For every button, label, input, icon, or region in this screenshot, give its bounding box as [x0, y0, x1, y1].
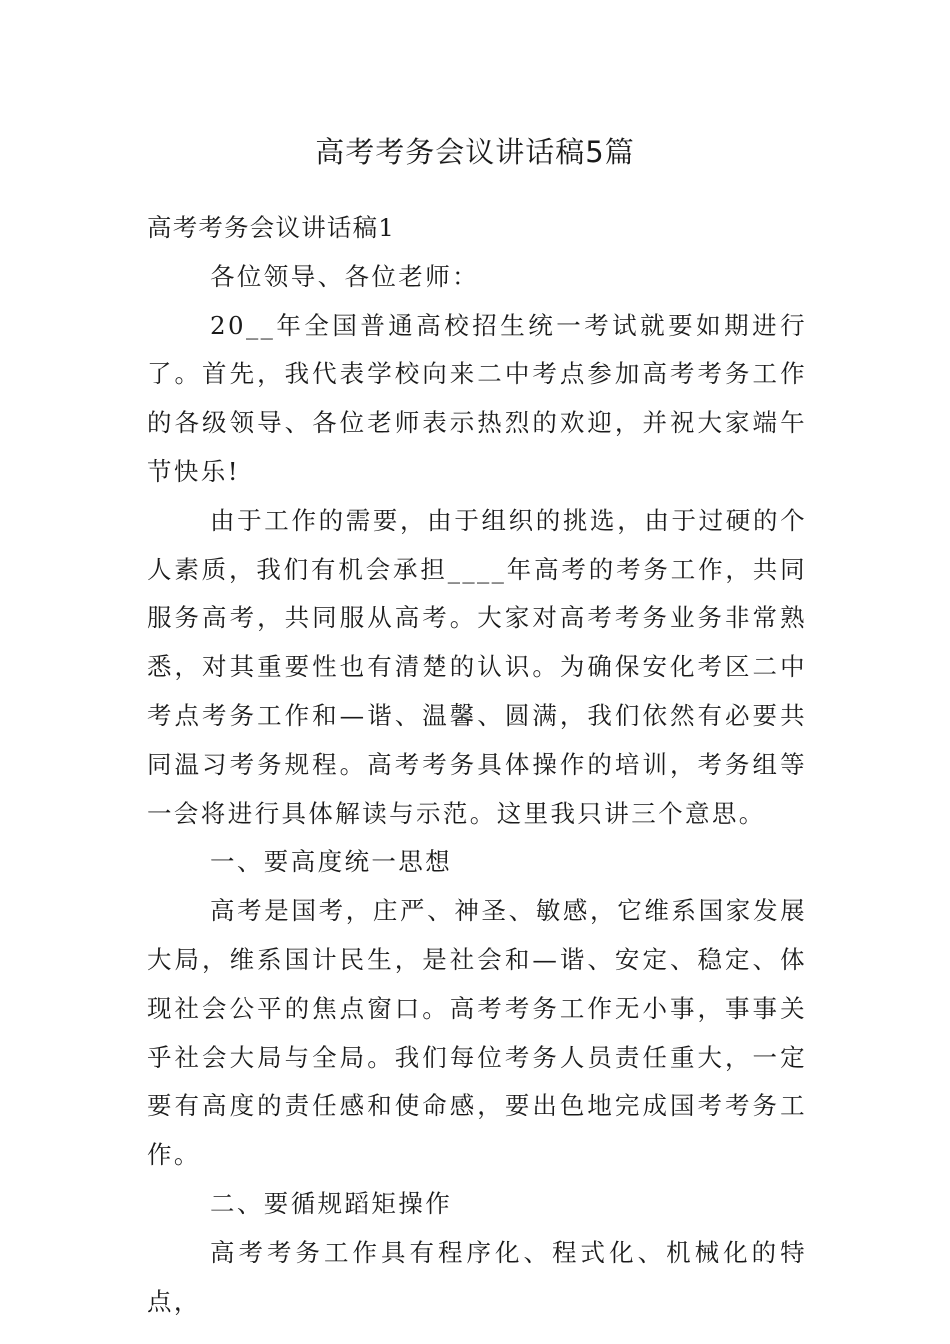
- section-heading: 一、要高度统一思想: [210, 847, 453, 877]
- body-paragraph: 由于工作的需要，由于组织的挑选，由于过硬的个人素质，我们有机会承担____年高考的考务工作，共同服务高考，共同服从高考。大家对高考考务业务非常熟悉，对其重要性也有清楚的认识。为确保安化考区二中考点考务工作和—谐、温馨、圆满，我们依然有必要共同温习考务规程。高考考务具体操作的培训，考务组等一会将进行具体解读与示范。这里我只讲三个意思。: [147, 505, 807, 828]
- section-subtitle: 高考考务会议讲话稿1: [147, 213, 396, 242]
- body-paragraph: 20__年全国普通高校招生统一考试就要如期进行了。首先，我代表学校向来二中考点参加高考考务工作的各级领导、各位老师表示热烈的欢迎，并祝大家端午节快乐!: [147, 310, 807, 486]
- salutation-paragraph: 各位领导、各位老师：: [210, 261, 479, 291]
- body-paragraph: 高考考务工作具有程序化、程式化、机械化的特点，: [147, 1237, 807, 1316]
- section-heading: 二、要循规蹈矩操作: [210, 1188, 453, 1218]
- document-title: 高考考务会议讲话稿5篇: [315, 135, 635, 169]
- body-paragraph: 高考是国考，庄严、神圣、敏感，它维系国家发展大局，维系国计民生，是社会和—谐、安定、稳定、体现社会公平的焦点窗口。高考考务工作无小事，事事关乎社会大局与全局。我们每位考务人员责任重大，一定要有高度的责任感和使命感，要出色地完成国考考务工作。: [147, 896, 807, 1170]
- document-body: [147, 204, 807, 1326]
